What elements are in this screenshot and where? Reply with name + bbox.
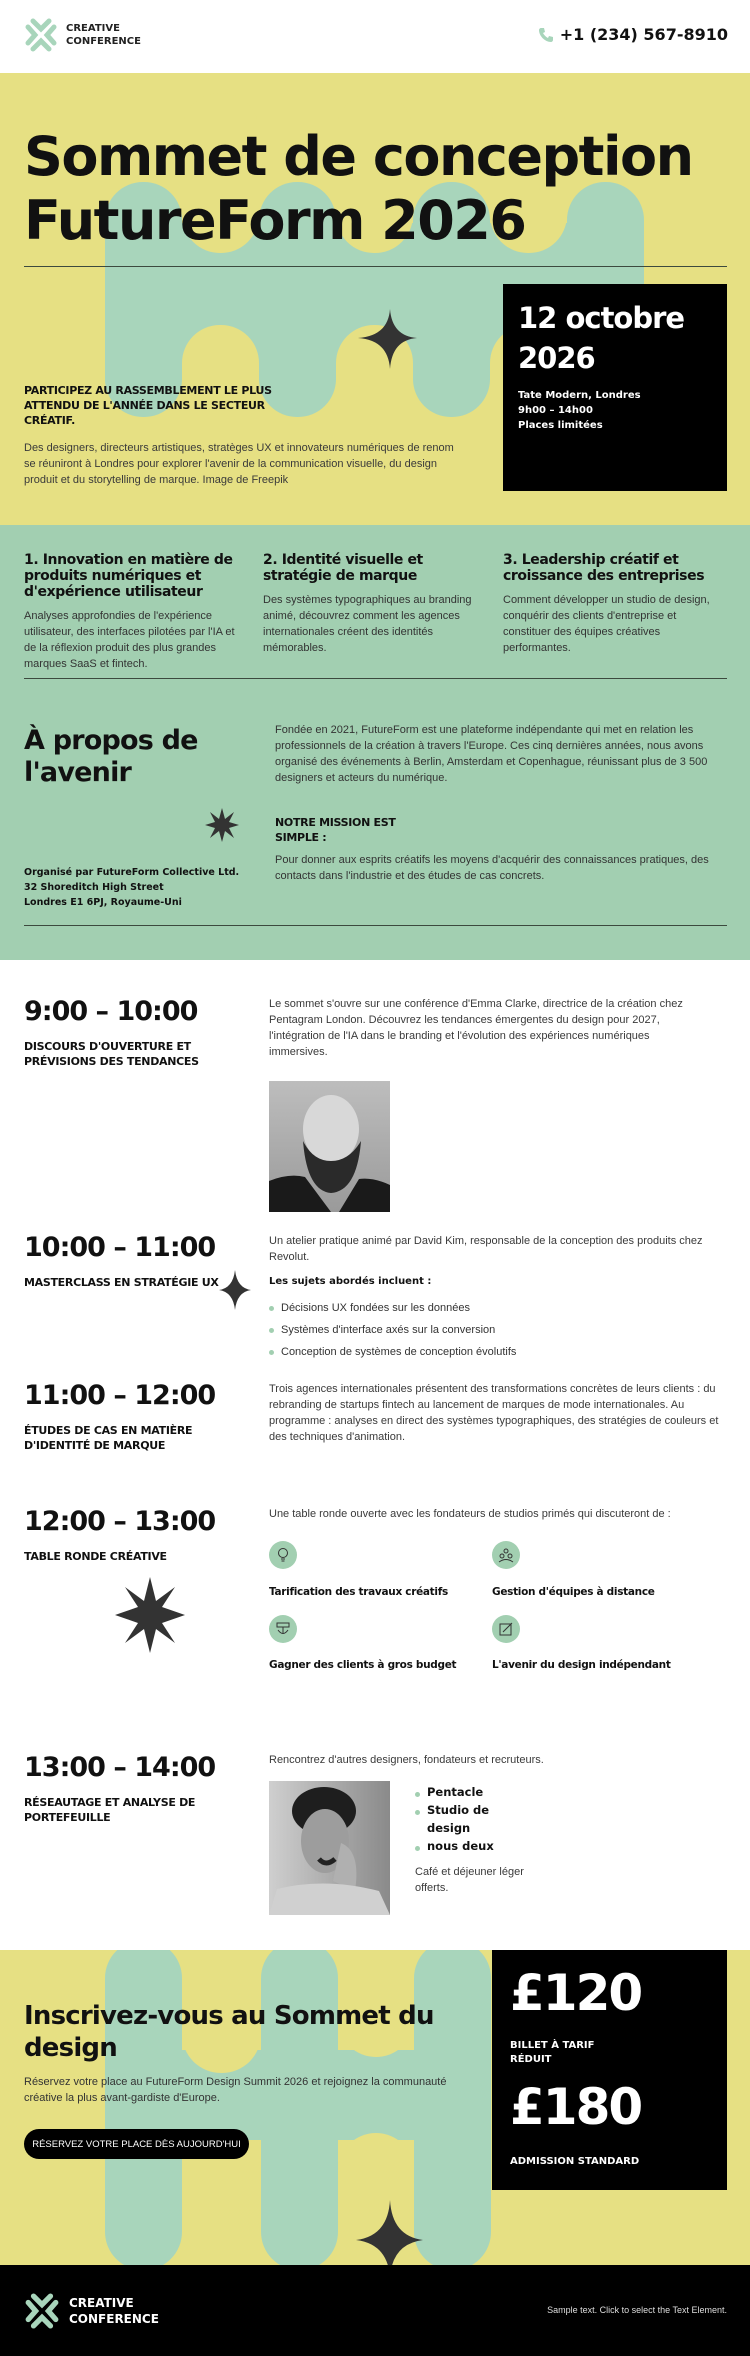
logo-line2: CONFERENCE	[66, 36, 141, 47]
session-title: DISCOURS D'OUVERTURE ET PRÉVISIONS DES TENDANCES	[24, 1040, 199, 1068]
networking-note: Café et déjeuner léger offerts.	[415, 1866, 524, 1894]
session-title: RÉSEAUTAGE ET ANALYSE DE PORTEFEUILLE	[24, 1796, 196, 1824]
footer-text[interactable]: Sample text. Click to select the Text Element.	[547, 2305, 727, 2315]
session-text: Trois agences internationales présentent des transformations concrètes de leurs clients : du rebranding de startups fintech au lancement de marques de mode internationales. Au programme : analyses en direct des systèmes typographiques, des stratégies de couleurs et des techniques d'animation.	[269, 1383, 719, 1443]
topics-list	[269, 1297, 516, 1363]
organizer-city: Londres E1 6PJ, Royaume-Uni	[24, 897, 182, 908]
footer-logo[interactable]	[24, 2291, 159, 2331]
studio-item: Studio de design	[415, 1801, 495, 1837]
handshake-icon	[269, 1615, 297, 1643]
starburst-icon	[205, 808, 239, 842]
phone-number: +1 (234) 567-8910	[559, 25, 728, 44]
session-text: Rencontrez d'autres designers, fondateurs et recruteurs.	[269, 1754, 544, 1766]
track-title: 3. Leadership créatif et croissance des entreprises	[503, 552, 705, 584]
hero-title	[24, 125, 693, 253]
hero-paragraph: Des designers, directeurs artistiques, stratèges UX et innovateurs numériques de renom se réuniront à Londres pour explorer l'avenir de la communication visuelle, du design produit et du storytelling de marque. Image de Freepik	[24, 442, 454, 486]
tracks-divider	[24, 678, 727, 679]
cta-text: Réservez votre place au FutureForm Design Summit 2026 et rejoignez la communauté créative la plus avant-gardiste d'Europe.	[24, 2076, 447, 2104]
price-reduced-label: BILLET À TARIF RÉDUIT	[510, 2040, 595, 2065]
roundtable-topic: Gagner des clients à gros budget	[269, 1659, 457, 1671]
cta-section	[0, 1950, 750, 2265]
site-footer	[0, 2265, 750, 2356]
session-text: Un atelier pratique animé par David Kim, responsable de la conception des produits chez Revolut.	[269, 1235, 703, 1263]
session-time: 12:00 – 13:00	[24, 1506, 216, 1537]
hero-title-line1: Sommet de conception	[24, 125, 693, 188]
track-title: 2. Identité visuelle et stratégie de marque	[263, 552, 423, 584]
phone-link[interactable]	[538, 25, 728, 44]
session-title: ÉTUDES DE CAS EN MATIÈRE D'IDENTITÉ DE MARQUE	[24, 1424, 193, 1452]
event-hours: 9h00 – 14h00	[518, 405, 593, 416]
attendee-photo	[269, 1781, 390, 1915]
session-title: MASTERCLASS EN STRATÉGIE UX	[24, 1276, 219, 1289]
track-card	[24, 552, 244, 672]
session-text: Une table ronde ouverte avec les fondateurs de studios primés qui discuteront de :	[269, 1508, 671, 1520]
cta-title: Inscrivez-vous au Sommet du design	[24, 2001, 434, 2063]
about-title: À propos de l'avenir	[24, 725, 198, 788]
session-time: 13:00 – 14:00	[24, 1752, 216, 1783]
about-divider	[24, 925, 727, 926]
price-standard-label: ADMISSION STANDARD	[510, 2156, 640, 2167]
event-date-card	[503, 284, 727, 491]
pricing-card	[492, 1950, 727, 2190]
studio-list	[415, 1783, 495, 1855]
drawing-icon	[492, 1615, 520, 1643]
schedule-section	[0, 960, 750, 1950]
studio-item: nous deux	[415, 1837, 495, 1855]
track-text: Des systèmes typographiques au branding animé, découvrez comment les agences internationales créent des identités mémorables.	[263, 594, 472, 654]
session-time: 11:00 – 12:00	[24, 1380, 216, 1411]
phone-icon	[538, 27, 554, 43]
track-card	[503, 552, 727, 656]
footer-logo-line1: CREATIVE	[69, 2296, 134, 2310]
reserve-button[interactable]: RÉSERVEZ VOTRE PLACE DÈS AUJOURD'HUI	[24, 2129, 249, 2159]
speaker-photo	[269, 1081, 390, 1212]
hero-title-line2: FutureForm 2026	[24, 189, 526, 252]
tracks-about-section	[0, 525, 750, 960]
roundtable-topic: Gestion d'équipes à distance	[492, 1586, 655, 1598]
session-text: Le sommet s'ouvre sur une conférence d'Emma Clarke, directrice de la création chez Pentagram London. Découvrez les tendances émergentes du design pour 2027, l'intégration de l'IA dans le branding et l'évolution des expériences numériques immersives.	[269, 998, 683, 1058]
site-header	[0, 0, 750, 73]
roundtable-topic: Tarification des travaux créatifs	[269, 1586, 448, 1598]
organizer-name: Organisé par FutureForm Collective Ltd.	[24, 867, 240, 878]
organizer-street: 32 Shoreditch High Street	[24, 882, 164, 893]
hero-subheading: PARTICIPEZ AU RASSEMBLEMENT LE PLUS ATTENDU DE L'ANNÉE DANS LE SECTEUR CRÉATIF.	[24, 384, 272, 427]
about-text: Fondée en 2021, FutureForm est une plateforme indépendante qui met en relation les professionnels de la création à travers l'Europe. Ces cinq dernières années, nous avons organisé des événements à Berlin, Amsterdam et Copenhague, réunissant plus de 3 500 designers et acteurs du numérique.	[275, 724, 708, 784]
track-card	[263, 552, 483, 656]
sparkle-star-icon	[219, 1270, 251, 1310]
hero-divider	[24, 266, 727, 267]
lightbulb-icon	[269, 1541, 297, 1569]
logo[interactable]	[24, 17, 141, 53]
logo-x-icon	[24, 17, 58, 53]
price-standard: £180	[510, 2078, 642, 2136]
topic-item: Conception de systèmes de conception évolutifs	[269, 1341, 516, 1363]
hero-section	[0, 73, 750, 525]
session-time: 9:00 – 10:00	[24, 996, 198, 1027]
organizer-address	[24, 865, 239, 910]
studio-item: Pentacle	[415, 1783, 495, 1801]
event-date: 12 octobre 2026	[518, 301, 685, 375]
event-venue: Tate Modern, Londres	[518, 390, 641, 401]
footer-logo-line2: CONFERENCE	[69, 2312, 159, 2326]
team-icon	[492, 1541, 520, 1569]
logo-x-icon	[24, 2291, 60, 2331]
track-title: 1. Innovation en matière de produits numériques et d'expérience utilisateur	[24, 552, 233, 600]
logo-line1: CREATIVE	[66, 23, 120, 34]
event-seats: Places limitées	[518, 420, 603, 431]
price-reduced: £120	[510, 1964, 642, 2022]
roundtable-topic: L'avenir du design indépendant	[492, 1659, 671, 1671]
mission-text: Pour donner aux esprits créatifs les moyens d'acquérir des connaissances pratiques, des contacts dans l'industrie et des études de cas concrets.	[275, 854, 709, 882]
topic-item: Systèmes d'interface axés sur la conversion	[269, 1319, 516, 1341]
track-text: Comment développer un studio de design, conquérir des clients d'entreprise et constituer des équipes créatives performantes.	[503, 594, 710, 654]
session-time: 10:00 – 11:00	[24, 1232, 216, 1263]
session-title: TABLE RONDE CRÉATIVE	[24, 1550, 167, 1563]
starburst-icon	[115, 1577, 185, 1653]
mission-title: NOTRE MISSION EST SIMPLE :	[275, 816, 396, 844]
topics-label: Les sujets abordés incluent :	[269, 1276, 432, 1287]
topic-item: Décisions UX fondées sur les données	[269, 1297, 516, 1319]
track-text: Analyses approfondies de l'expérience utilisateur, des interfaces pilotées par l'IA et de la réflexion produit des plus grandes marques SaaS et fintech.	[24, 610, 235, 670]
